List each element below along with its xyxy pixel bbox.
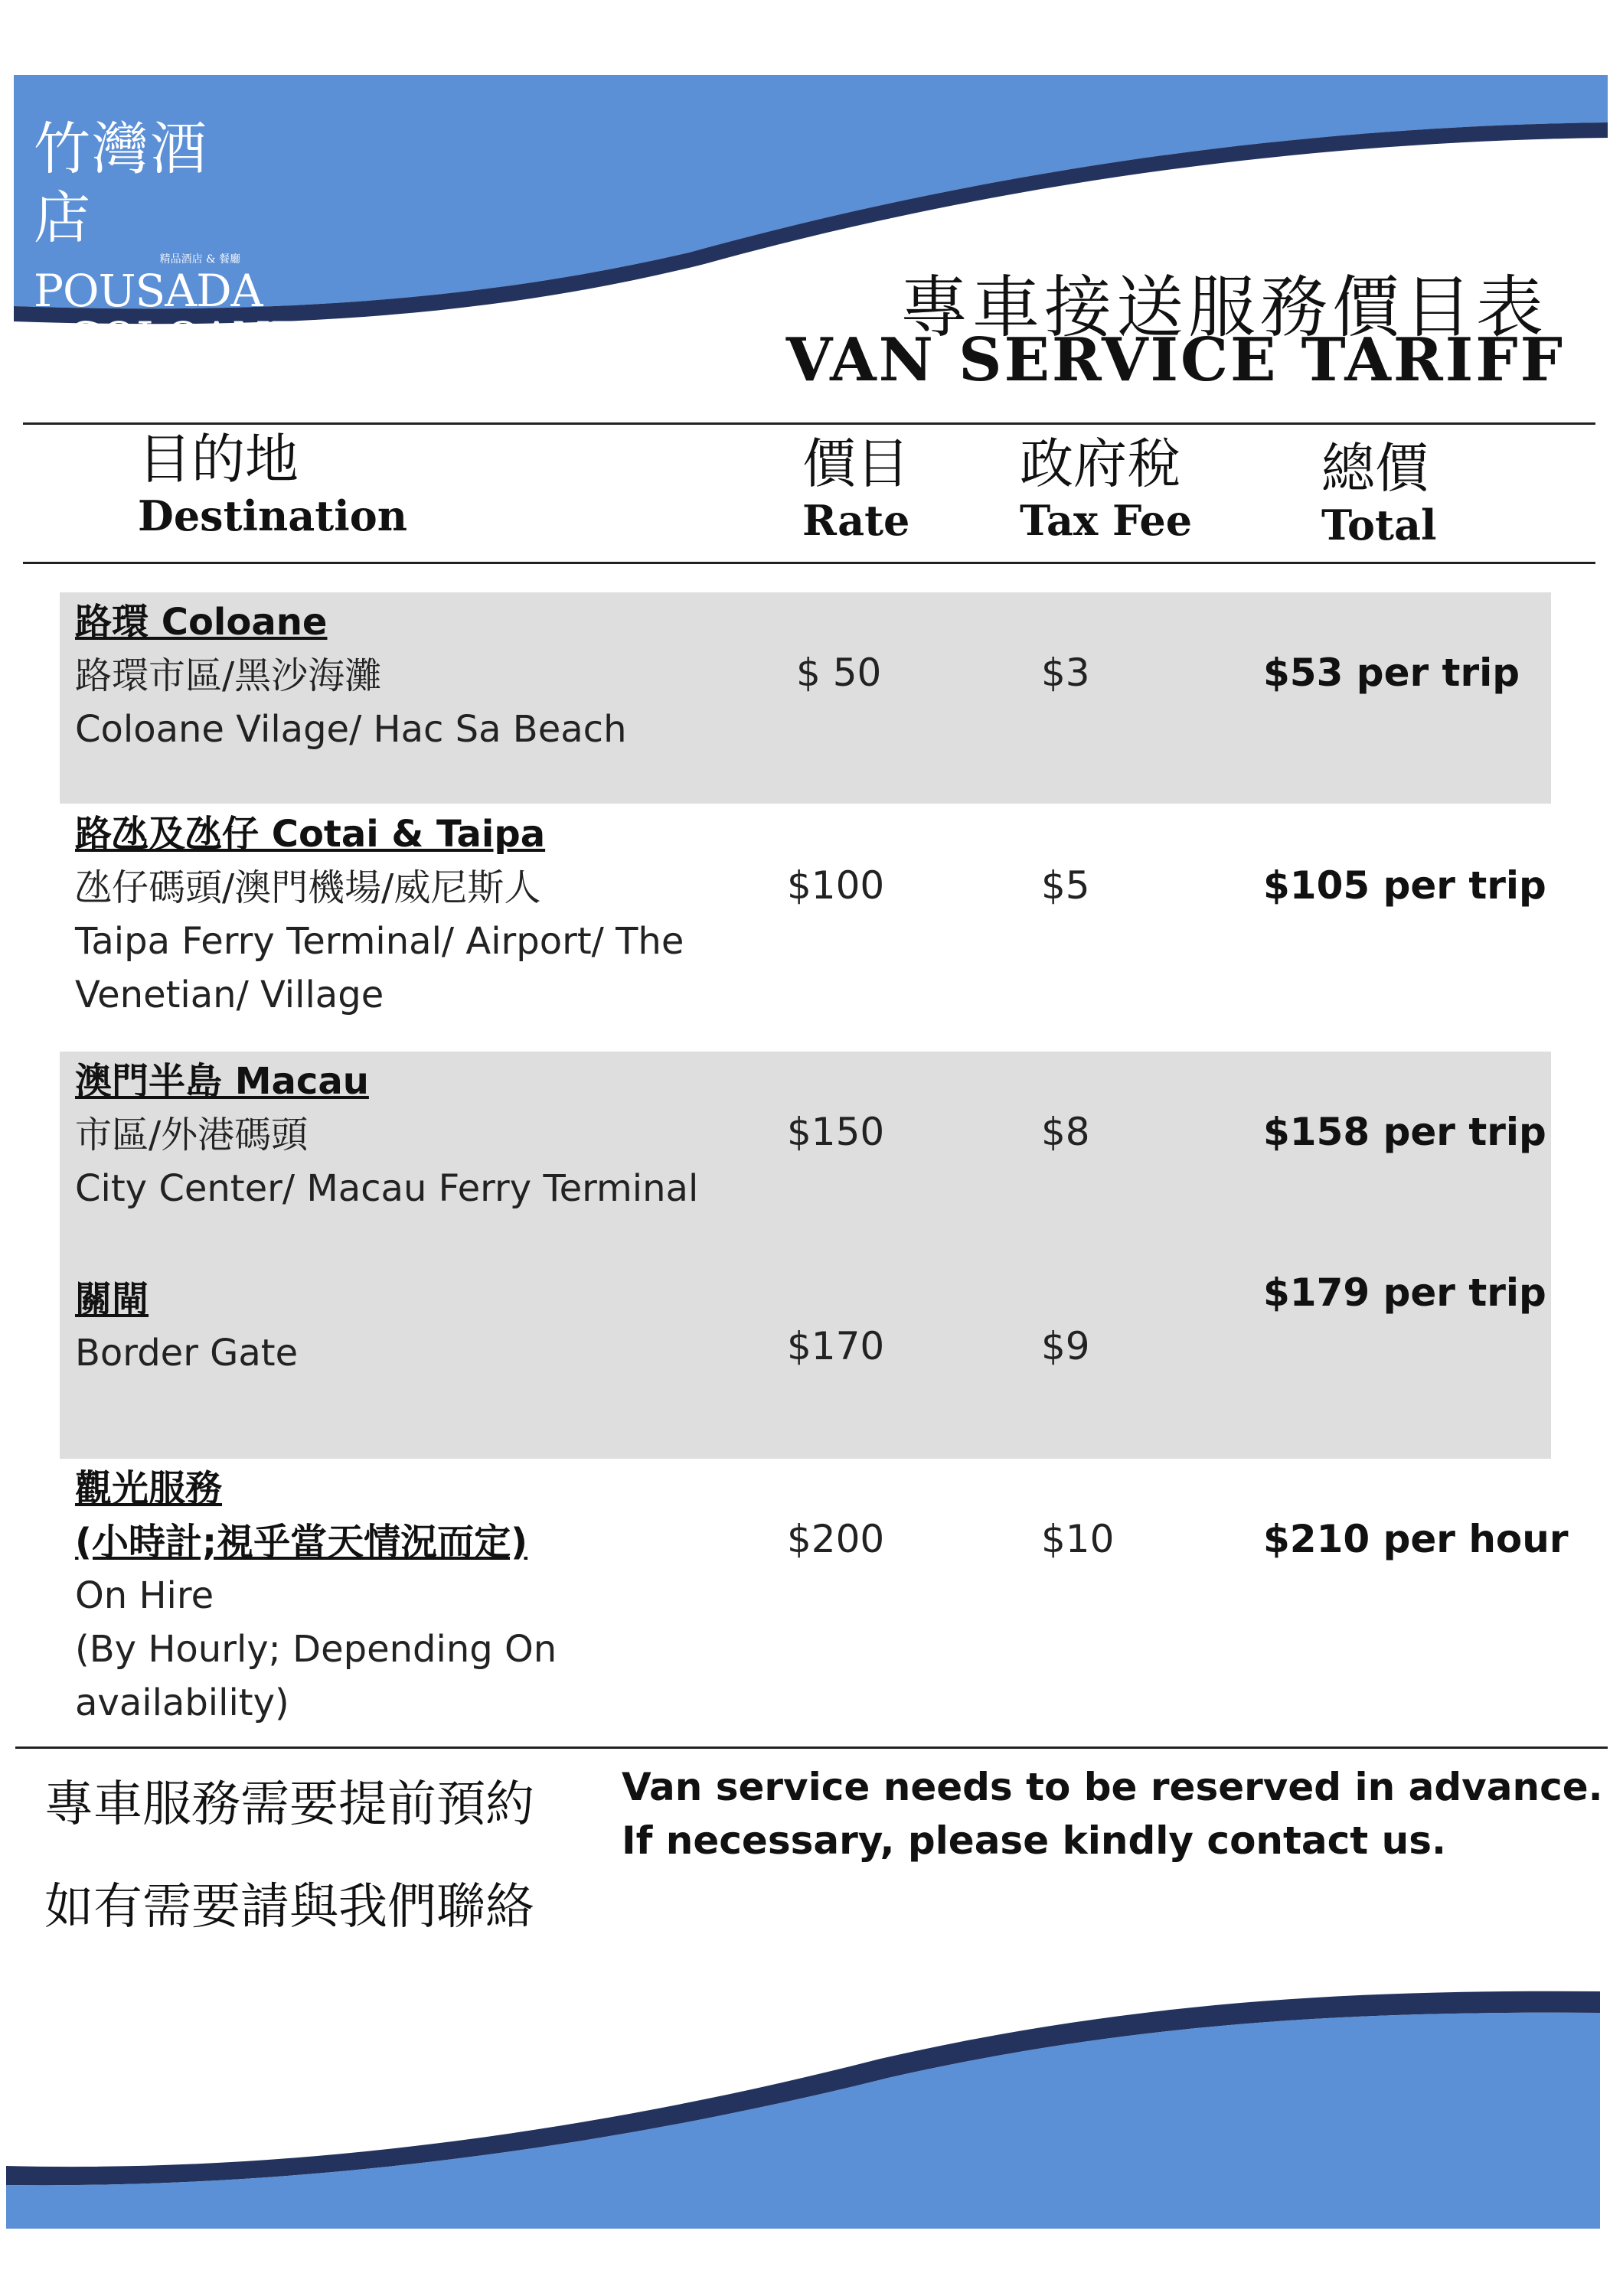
- row-line: (By Hourly; Depending On: [75, 1628, 557, 1671]
- row-macau-total: $158 per trip: [1263, 1110, 1546, 1154]
- logo-tagline: BOUTIQUE HOTEL & RESTAURANT: [34, 371, 205, 379]
- hotel-logo: [34, 115, 302, 380]
- row-border-gate-total: $179 per trip: [1263, 1270, 1546, 1315]
- logo-name-en-1: POUSADA: [34, 265, 263, 317]
- header-top-rule: [23, 422, 1595, 425]
- header-rate-en: Rate: [802, 496, 910, 545]
- row-macau-rate: $150: [787, 1110, 885, 1154]
- row-on-hire-rate: $200: [787, 1517, 885, 1561]
- logo-subtitle-cn: 精品酒店 & 餐廳: [159, 253, 240, 266]
- note-en-contact: If necessary, please kindly contact us.: [622, 1818, 1446, 1863]
- row-title: (小時計;視乎當天情況而定): [75, 1521, 528, 1564]
- logo-de: DE: [34, 333, 67, 360]
- note-cn-contact: 如有需要請與我們聯絡: [44, 1879, 534, 1936]
- header-destination: [138, 427, 407, 540]
- header-tax-cn: 政府稅: [1020, 432, 1181, 495]
- header-total-en: Total: [1321, 501, 1437, 550]
- row-coloane-total: $53 per trip: [1263, 651, 1520, 695]
- note-en-reserve: Van service needs to be reserved in advance.: [622, 1765, 1603, 1809]
- row-title: 路氹及氹仔 Cotai & Taipa: [75, 813, 546, 856]
- row-border-gate-tax: $9: [1041, 1324, 1090, 1368]
- row-on-hire-total: $210 per hour: [1263, 1517, 1569, 1561]
- row-coloane-destination: [75, 595, 741, 756]
- row-line: Taipa Ferry Terminal/ Airport/ The: [75, 920, 684, 963]
- row-on-hire-tax: $10: [1041, 1517, 1115, 1561]
- header-tax-en: Tax Fee: [1020, 496, 1193, 545]
- row-line: 市區/外港碼頭: [75, 1114, 309, 1156]
- row-line: 氹仔碼頭/澳門機場/威尼斯人: [75, 866, 541, 909]
- row-border-gate-rate: $170: [787, 1324, 885, 1368]
- page-title-cn: 專車接送服務價目表: [900, 268, 1548, 347]
- row-line: Border Gate: [75, 1332, 299, 1375]
- row-line: City Center/ Macau Ferry Terminal: [75, 1167, 699, 1210]
- row-cotai-rate: $100: [787, 863, 885, 908]
- logo-name-en-2: [34, 312, 302, 370]
- header-tax: [1020, 432, 1192, 545]
- row-cotai-tax: $5: [1041, 863, 1090, 908]
- row-line: availability): [75, 1681, 289, 1724]
- page-title-en: VAN SERVICE TARIFF: [785, 325, 1565, 395]
- row-line: Coloane Vilage/ Hac Sa Beach: [75, 708, 627, 751]
- row-title: 關閘: [75, 1278, 149, 1321]
- header-rate: [802, 432, 909, 545]
- row-line: 路環市區/黑沙海灘: [75, 654, 382, 697]
- bottom-wave-banner: [0, 1929, 1623, 2296]
- row-macau-destination: [75, 1055, 741, 1215]
- header-total: [1321, 436, 1436, 550]
- note-cn-reserve: 專車服務需要提前預約: [44, 1776, 534, 1833]
- row-border-gate-destination: [75, 1273, 741, 1380]
- row-on-hire-destination: [75, 1462, 741, 1730]
- row-coloane-rate: $ 50: [796, 651, 882, 695]
- row-coloane-tax: $3: [1041, 651, 1090, 695]
- footer-rule: [15, 1746, 1608, 1749]
- row-cotai-total: $105 per trip: [1263, 863, 1546, 908]
- row-title: 觀光服務: [75, 1467, 223, 1510]
- row-cotai-destination: [75, 807, 741, 1022]
- logo-name-cn: 竹灣酒店: [34, 116, 208, 251]
- header-destination-cn: 目的地: [138, 428, 299, 491]
- header-destination-en: Destination: [138, 491, 408, 540]
- row-line: Venetian/ Village: [75, 974, 384, 1016]
- row-line: On Hire: [75, 1574, 214, 1617]
- logo-coloane: COLOANE: [67, 312, 302, 364]
- header-rate-cn: 價目: [802, 432, 909, 495]
- header-bottom-rule: [23, 562, 1595, 564]
- header-total-cn: 總價: [1321, 437, 1429, 500]
- row-macau-tax: $8: [1041, 1110, 1090, 1154]
- row-title: 路環 Coloane: [75, 601, 328, 644]
- row-title: 澳門半島 Macau: [75, 1060, 369, 1103]
